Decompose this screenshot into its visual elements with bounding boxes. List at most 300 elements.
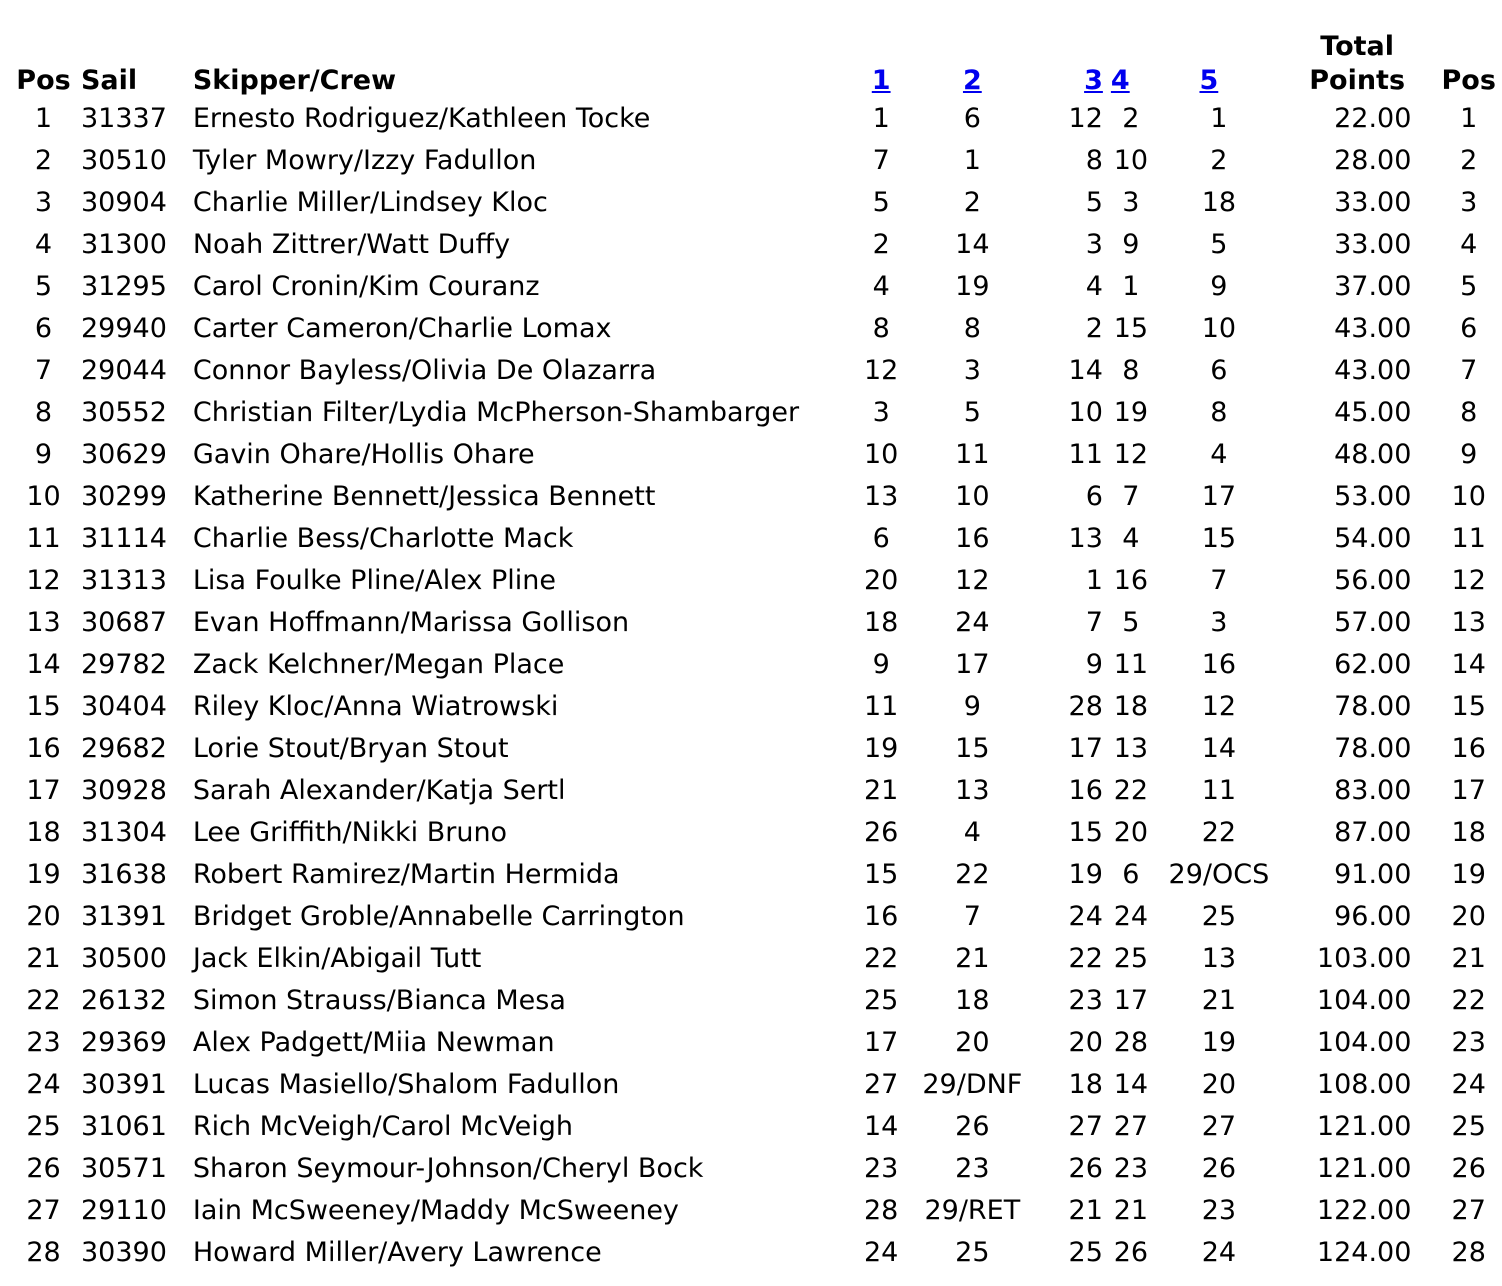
total-points-cell: 78.00: [1334, 691, 1412, 722]
pos-cell: 9: [34, 439, 53, 470]
race-2-cell: 25: [955, 1237, 990, 1268]
race-1-cell: 4: [872, 271, 890, 302]
total-points-cell: 78.00: [1334, 733, 1412, 764]
skipper-crew-cell: Sarah Alexander/Katja Sertl: [192, 775, 566, 806]
total-points-cell: 57.00: [1334, 607, 1412, 638]
pos-cell: 12: [26, 565, 61, 596]
pos-cell: 19: [26, 859, 61, 890]
skipper-crew-cell: Alex Padgett/Miia Newman: [192, 1027, 555, 1058]
race-4-cell: [1103, 560, 1279, 602]
skipper-crew-cell: Gavin Ohare/Hollis Ohare: [192, 439, 535, 470]
race-1-cell: 14: [864, 1111, 899, 1142]
race-2-cell: 22: [955, 859, 990, 890]
race-4-cell: [1103, 350, 1279, 392]
race-3-cell: 28: [1068, 691, 1103, 722]
race-5-value: 1: [1210, 103, 1228, 134]
sail-cell: 30391: [80, 1069, 167, 1100]
pos-2-cell: 27: [1451, 1195, 1486, 1226]
race-4-value: 23: [1113, 1153, 1149, 1184]
race-3-cell: 21: [1068, 1195, 1103, 1226]
race-1-cell: 23: [864, 1153, 899, 1184]
sail-cell: 30571: [80, 1153, 167, 1184]
race-3-cell: 27: [1068, 1111, 1103, 1142]
race-1-cell: 12: [864, 355, 899, 386]
header-race-5-wrap: [1159, 64, 1259, 98]
header-total-line2: Points: [1309, 65, 1406, 96]
total-points-cell: 108.00: [1316, 1069, 1412, 1100]
race-4-cell: [1103, 308, 1279, 350]
race-5-value: 7: [1210, 565, 1228, 596]
pos-2-cell: 3: [1460, 187, 1478, 218]
race-4-value: 9: [1122, 229, 1140, 260]
race-2-cell: 14: [955, 229, 990, 260]
total-points-cell: 121.00: [1316, 1111, 1412, 1142]
race-3-cell: 8: [1085, 145, 1103, 176]
race-1-cell: 18: [864, 607, 899, 638]
race-4-value: 6: [1122, 859, 1140, 890]
pos-cell: 21: [26, 943, 61, 974]
race-1-cell: 24: [864, 1237, 899, 1268]
pos-2-cell: 7: [1460, 355, 1478, 386]
skipper-crew-cell: Noah Zittrer/Watt Duffy: [192, 229, 511, 260]
header-race-2: [922, 28, 1022, 98]
race-3-cell: 18: [1068, 1069, 1103, 1100]
skipper-crew-cell: Lucas Masiello/Shalom Fadullon: [192, 1069, 620, 1100]
race-5-value: 21: [1201, 985, 1237, 1016]
race-2-cell: 17: [955, 649, 990, 680]
race-5-value: 29/OCS: [1168, 859, 1270, 890]
total-points-cell: 33.00: [1334, 229, 1412, 260]
total-points-cell: 53.00: [1334, 481, 1412, 512]
race-1-cell: 11: [864, 691, 899, 722]
total-points-cell: 43.00: [1334, 313, 1412, 344]
sail-cell: 26132: [80, 985, 167, 1016]
pos-cell: 28: [26, 1237, 61, 1268]
total-points-cell: 62.00: [1334, 649, 1412, 680]
race-3-cell: 4: [1085, 271, 1103, 302]
sail-cell: 30904: [80, 187, 167, 218]
race-3-cell: 7: [1085, 607, 1103, 638]
sail-cell: 31304: [80, 817, 167, 848]
pos-2-cell: 13: [1451, 607, 1486, 638]
sail-cell: 29940: [80, 313, 167, 344]
race-1-cell: 13: [864, 481, 899, 512]
race-4-value: 16: [1113, 565, 1149, 596]
pos-cell: 11: [26, 523, 61, 554]
table-row: [12, 602, 1502, 644]
pos-2-cell: 6: [1460, 313, 1478, 344]
table-row: [12, 1064, 1502, 1106]
sail-cell: 29044: [80, 355, 167, 386]
pos-2-cell: 4: [1460, 229, 1478, 260]
skipper-crew-cell: Rich McVeigh/Carol McVeigh: [192, 1111, 574, 1142]
sail-cell: 30299: [80, 481, 167, 512]
race-2-cell: 23: [955, 1153, 990, 1184]
race-2-cell: 7: [963, 901, 981, 932]
pos-cell: 1: [34, 103, 53, 134]
sail-cell: 30552: [80, 397, 167, 428]
sail-cell: 29110: [80, 1195, 167, 1226]
race-5-value: 20: [1201, 1069, 1237, 1100]
race-2-link[interactable]: 2: [962, 65, 982, 96]
sail-cell: 31300: [80, 229, 167, 260]
skipper-crew-cell: Charlie Miller/Lindsey Kloc: [192, 187, 548, 218]
race-5-value: 14: [1201, 733, 1237, 764]
skipper-crew-cell: Bridget Groble/Annabelle Carrington: [192, 901, 685, 932]
race-2-cell: 26: [955, 1111, 990, 1142]
pos-cell: 8: [34, 397, 53, 428]
race-4-value: 3: [1122, 187, 1140, 218]
race-3-cell: 3: [1085, 229, 1103, 260]
pos-2-cell: 1: [1460, 103, 1478, 134]
pos-cell: 24: [26, 1069, 61, 1100]
race-5-value: 25: [1201, 901, 1237, 932]
table-row: [12, 1022, 1502, 1064]
table-row: [12, 770, 1502, 812]
total-points-cell: 121.00: [1316, 1153, 1412, 1184]
race-5-value: 19: [1201, 1027, 1237, 1058]
race-3-link[interactable]: 3: [1084, 65, 1103, 96]
pos-2-cell: 21: [1451, 943, 1486, 974]
race-4-cell: [1103, 1148, 1279, 1190]
skipper-crew-cell: Connor Bayless/Olivia De Olazarra: [192, 355, 657, 386]
skipper-crew-cell: Sharon Seymour-Johnson/Cheryl Bock: [192, 1153, 704, 1184]
race-4-cell: [1103, 476, 1279, 518]
race-4-value: 26: [1113, 1237, 1149, 1268]
race-4-value: 25: [1113, 943, 1149, 974]
race-4-cell: [1103, 434, 1279, 476]
race-5-value: 4: [1210, 439, 1228, 470]
race-1-cell: 21: [864, 775, 899, 806]
table-row: [12, 1190, 1502, 1232]
race-4-cell: [1103, 224, 1279, 266]
pos-cell: 15: [26, 691, 61, 722]
skipper-crew-cell: Charlie Bess/Charlotte Mack: [192, 523, 574, 554]
sail-cell: 31337: [80, 103, 167, 134]
race-4-link[interactable]: 4: [1110, 65, 1130, 96]
race-5-value: 11: [1201, 775, 1237, 806]
table-row: [12, 1148, 1502, 1190]
race-4-value: 12: [1113, 439, 1149, 470]
race-2-cell: 3: [963, 355, 981, 386]
pos-2-cell: 2: [1460, 145, 1478, 176]
table-row: [12, 980, 1502, 1022]
race-5-value: 17: [1201, 481, 1237, 512]
race-4-cell: [1103, 1232, 1279, 1274]
pos-cell: 16: [26, 733, 61, 764]
pos-cell: 2: [34, 145, 53, 176]
race-3-cell: 25: [1068, 1237, 1103, 1268]
race-4-value: 15: [1113, 313, 1149, 344]
total-points-cell: 103.00: [1316, 943, 1412, 974]
skipper-crew-cell: Tyler Mowry/Izzy Fadullon: [192, 145, 537, 176]
race-2-cell: 11: [955, 439, 990, 470]
pos-2-cell: 9: [1460, 439, 1478, 470]
table-row: [12, 392, 1502, 434]
race-1-cell: 27: [864, 1069, 899, 1100]
total-points-cell: 22.00: [1334, 103, 1412, 134]
race-1-link[interactable]: 1: [871, 65, 891, 96]
table-row: [12, 140, 1502, 182]
race-4-cell: [1103, 644, 1279, 686]
race-4-cell: [1103, 854, 1279, 896]
race-4-cell: [1103, 1022, 1279, 1064]
race-4-cell: [1103, 896, 1279, 938]
race-4-value: 21: [1113, 1195, 1149, 1226]
race-1-cell: 25: [864, 985, 899, 1016]
pos-2-cell: 8: [1460, 397, 1478, 428]
header-total-line1: Total: [1320, 31, 1395, 62]
table-row: [12, 560, 1502, 602]
sail-cell: 29369: [80, 1027, 167, 1058]
skipper-crew-cell: Lorie Stout/Bryan Stout: [192, 733, 509, 764]
race-3-cell: 2: [1085, 313, 1103, 344]
total-points-cell: 33.00: [1334, 187, 1412, 218]
header-skipper-crew: Skipper/Crew: [192, 65, 397, 96]
header-sail: Sail: [80, 65, 138, 96]
results-table: [12, 28, 1502, 1274]
skipper-crew-cell: Zack Kelchner/Megan Place: [192, 649, 565, 680]
pos-cell: 26: [26, 1153, 61, 1184]
skipper-crew-cell: Ernesto Rodriguez/Kathleen Tocke: [192, 103, 651, 134]
skipper-crew-cell: Carol Cronin/Kim Couranz: [192, 271, 540, 302]
race-2-cell: 24: [955, 607, 990, 638]
pos-2-cell: 16: [1451, 733, 1486, 764]
total-points-cell: 124.00: [1316, 1237, 1412, 1268]
race-2-cell: 8: [963, 313, 981, 344]
race-3-cell: 6: [1085, 481, 1103, 512]
race-5-value: 5: [1210, 229, 1228, 260]
race-2-cell: 6: [963, 103, 981, 134]
sail-cell: 30928: [80, 775, 167, 806]
table-row: [12, 854, 1502, 896]
pos-2-cell: 20: [1451, 901, 1486, 932]
pos-2-cell: 18: [1451, 817, 1486, 848]
table-row: [12, 896, 1502, 938]
pos-2-cell: 5: [1460, 271, 1478, 302]
race-5-value: 13: [1201, 943, 1237, 974]
race-2-cell: 2: [963, 187, 981, 218]
race-3-cell: 11: [1068, 439, 1103, 470]
race-2-cell: 1: [963, 145, 981, 176]
race-2-cell: 4: [963, 817, 981, 848]
race-4-cell: [1103, 1106, 1279, 1148]
race-5-value: 6: [1210, 355, 1228, 386]
table-row: [12, 182, 1502, 224]
race-2-cell: 21: [955, 943, 990, 974]
pos-cell: 25: [26, 1111, 61, 1142]
race-2-cell: 29/RET: [924, 1195, 1021, 1226]
skipper-crew-cell: Riley Kloc/Anna Wiatrowski: [192, 691, 559, 722]
race-1-cell: 19: [864, 733, 899, 764]
race-1-cell: 5: [872, 187, 890, 218]
race-5-value: 22: [1201, 817, 1237, 848]
race-5-value: 15: [1201, 523, 1237, 554]
pos-cell: 14: [26, 649, 61, 680]
pos-2-cell: 25: [1451, 1111, 1486, 1142]
race-4-value: 19: [1113, 397, 1149, 428]
race-1-cell: 22: [864, 943, 899, 974]
race-1-cell: 7: [872, 145, 890, 176]
race-4-value: 28: [1113, 1027, 1149, 1058]
total-points-cell: 54.00: [1334, 523, 1412, 554]
race-4-value: 11: [1113, 649, 1149, 680]
pos-cell: 18: [26, 817, 61, 848]
race-1-cell: 6: [872, 523, 890, 554]
race-4-value: 22: [1113, 775, 1149, 806]
table-row: [12, 98, 1502, 140]
pos-2-cell: 12: [1451, 565, 1486, 596]
race-4-value: 13: [1113, 733, 1149, 764]
table-row: [12, 1232, 1502, 1274]
race-4-value: 2: [1122, 103, 1140, 134]
race-3-cell: 23: [1068, 985, 1103, 1016]
race-2-cell: 29/DNF: [922, 1069, 1023, 1100]
total-points-cell: 96.00: [1334, 901, 1412, 932]
race-5-value: 24: [1201, 1237, 1237, 1268]
sail-cell: 29682: [80, 733, 167, 764]
pos-cell: 13: [26, 607, 61, 638]
skipper-crew-cell: Katherine Bennett/Jessica Bennett: [192, 481, 656, 512]
race-4-cell: [1103, 812, 1279, 854]
race-4-value: 7: [1122, 481, 1140, 512]
race-4-cell: [1103, 602, 1279, 644]
race-3-cell: 20: [1068, 1027, 1103, 1058]
pos-cell: 22: [26, 985, 61, 1016]
total-points-cell: 45.00: [1334, 397, 1412, 428]
total-points-cell: 87.00: [1334, 817, 1412, 848]
pos-2-cell: 22: [1451, 985, 1486, 1016]
race-5-value: 12: [1201, 691, 1237, 722]
race-4-cell: [1103, 182, 1279, 224]
race-4-value: 1: [1122, 271, 1140, 302]
race-1-cell: 26: [864, 817, 899, 848]
race-3-cell: 24: [1068, 901, 1103, 932]
sail-cell: 30500: [80, 943, 167, 974]
sail-cell: 30390: [80, 1237, 167, 1268]
skipper-crew-cell: Christian Filter/Lydia McPherson-Shambarger: [192, 397, 800, 428]
pos-cell: 20: [26, 901, 61, 932]
total-points-cell: 37.00: [1334, 271, 1412, 302]
race-4-value: 8: [1122, 355, 1140, 386]
race-3-cell: 15: [1068, 817, 1103, 848]
total-points-cell: 56.00: [1334, 565, 1412, 596]
race-5-value: 2: [1210, 145, 1228, 176]
race-3-cell: 16: [1068, 775, 1103, 806]
header-race-3: [1022, 28, 1103, 98]
skipper-crew-cell: Iain McSweeney/Maddy McSweeney: [192, 1195, 679, 1226]
race-2-cell: 5: [963, 397, 981, 428]
sail-cell: 30629: [80, 439, 167, 470]
skipper-crew-cell: Jack Elkin/Abigail Tutt: [192, 943, 482, 974]
race-4-cell: [1103, 728, 1279, 770]
race-2-cell: 16: [955, 523, 990, 554]
header-total-points: [1199, 28, 1436, 98]
race-4-value: 10: [1113, 145, 1149, 176]
skipper-crew-cell: Lee Griffith/Nikki Bruno: [192, 817, 508, 848]
race-5-value: 26: [1201, 1153, 1237, 1184]
pos-cell: 17: [26, 775, 61, 806]
race-1-cell: 10: [864, 439, 899, 470]
race-4-value: 20: [1113, 817, 1149, 848]
race-1-cell: 28: [864, 1195, 899, 1226]
sail-cell: 30687: [80, 607, 167, 638]
race-2-cell: 20: [955, 1027, 990, 1058]
race-5-link[interactable]: 5: [1199, 65, 1219, 96]
race-5-value: 10: [1201, 313, 1237, 344]
table-row: [12, 266, 1502, 308]
race-3-cell: 22: [1068, 943, 1103, 974]
race-4-value: 5: [1122, 607, 1140, 638]
race-4-cell: [1103, 1064, 1279, 1106]
race-1-cell: 3: [872, 397, 890, 428]
pos-cell: 7: [34, 355, 53, 386]
race-3-cell: 5: [1085, 187, 1103, 218]
total-points-cell: 48.00: [1334, 439, 1412, 470]
pos-2-cell: 11: [1451, 523, 1486, 554]
table-row: [12, 518, 1502, 560]
pos-cell: 10: [26, 481, 61, 512]
race-3-cell: 12: [1068, 103, 1103, 134]
total-points-cell: 122.00: [1316, 1195, 1412, 1226]
race-3-cell: 26: [1068, 1153, 1103, 1184]
race-4-cell: [1103, 392, 1279, 434]
race-4-value: 18: [1113, 691, 1149, 722]
sail-cell: 30510: [80, 145, 167, 176]
race-3-cell: 17: [1068, 733, 1103, 764]
race-2-cell: 9: [963, 691, 981, 722]
pos-cell: 5: [34, 271, 53, 302]
race-1-cell: 17: [864, 1027, 899, 1058]
pos-2-cell: 26: [1451, 1153, 1486, 1184]
race-3-cell: 14: [1068, 355, 1103, 386]
total-points-cell: 28.00: [1334, 145, 1412, 176]
sail-cell: 31391: [80, 901, 167, 932]
pos-cell: 3: [34, 187, 53, 218]
header-pos: Pos: [16, 65, 71, 96]
race-4-value: 24: [1113, 901, 1149, 932]
race-5-value: 9: [1210, 271, 1228, 302]
skipper-crew-cell: Lisa Foulke Pline/Alex Pline: [192, 565, 556, 596]
race-1-cell: 8: [872, 313, 890, 344]
sail-cell: 31114: [80, 523, 167, 554]
race-2-cell: 19: [955, 271, 990, 302]
results-body: [12, 98, 1502, 1274]
race-3-cell: 19: [1068, 859, 1103, 890]
race-4-cell: [1103, 980, 1279, 1022]
total-points-cell: 43.00: [1334, 355, 1412, 386]
table-row: [12, 350, 1502, 392]
pos-2-cell: 23: [1451, 1027, 1486, 1058]
header-race-1: [840, 28, 922, 98]
total-points-cell: 83.00: [1334, 775, 1412, 806]
pos-cell: 6: [34, 313, 53, 344]
race-2-cell: 13: [955, 775, 990, 806]
sail-cell: 31061: [80, 1111, 167, 1142]
race-1-cell: 15: [864, 859, 899, 890]
pos-2-cell: 10: [1451, 481, 1486, 512]
race-4-value: 14: [1113, 1069, 1149, 1100]
race-5-value: 16: [1201, 649, 1237, 680]
table-row: [12, 1106, 1502, 1148]
sail-cell: 31313: [80, 565, 167, 596]
header-row: [12, 28, 1502, 98]
skipper-crew-cell: Howard Miller/Avery Lawrence: [192, 1237, 602, 1268]
race-3-cell: 13: [1068, 523, 1103, 554]
table-row: [12, 434, 1502, 476]
race-3-cell: 10: [1068, 397, 1103, 428]
race-1-cell: 9: [872, 649, 890, 680]
